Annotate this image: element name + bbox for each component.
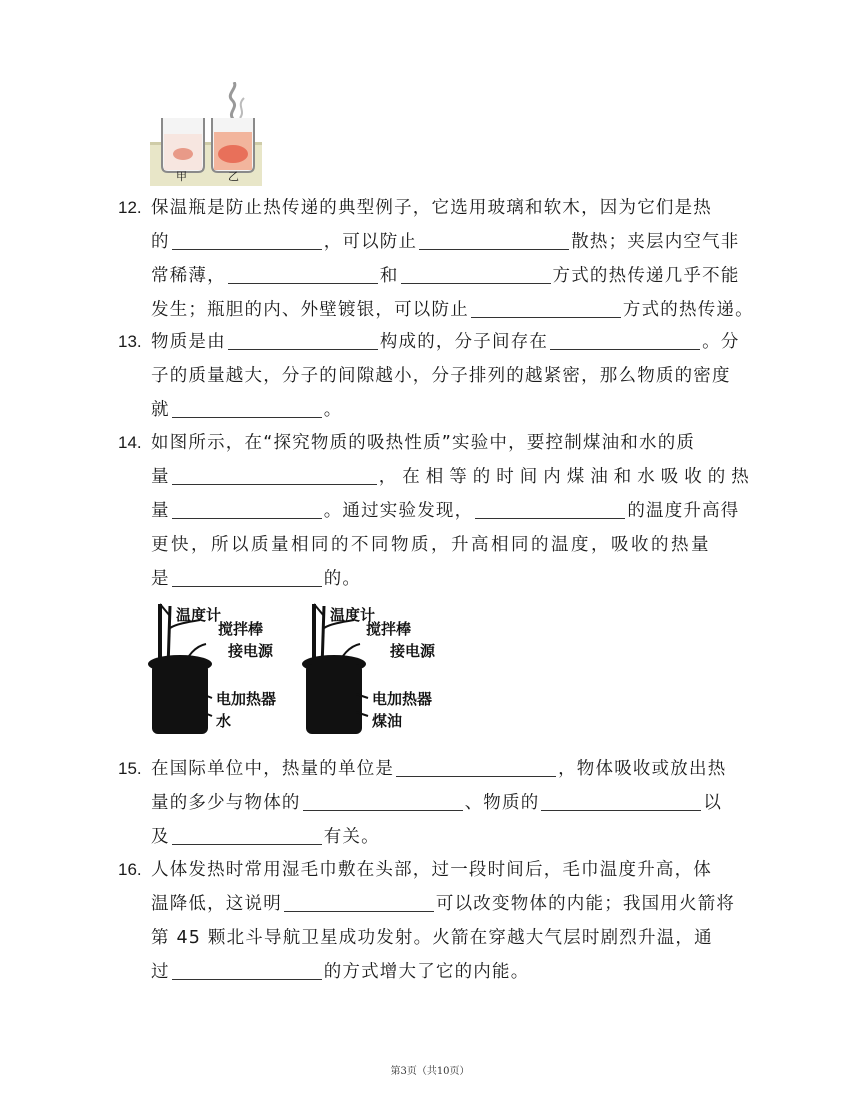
question-text: 常稀薄， xyxy=(151,266,226,286)
question-text: 方式的热传递。 xyxy=(622,300,754,320)
question-text: 构成的，分子间存在 xyxy=(379,332,549,352)
question-text: 就 xyxy=(151,400,170,420)
question-text: 的。 xyxy=(323,569,362,589)
question-text: 发生；瓶胆的内、外壁镀银，可以防止 xyxy=(151,300,469,320)
answer-blank[interactable] xyxy=(471,297,621,318)
beakers-figure xyxy=(150,82,262,186)
question-text: 有关。 xyxy=(323,827,380,847)
kerosene-label: 煤油 xyxy=(372,712,403,730)
question-text: 过 xyxy=(151,962,170,982)
answer-blank[interactable] xyxy=(228,329,378,350)
question-number: 16. xyxy=(118,860,142,879)
question-text: 量 xyxy=(151,467,170,487)
question-text: 的方式增大了它的内能。 xyxy=(323,962,530,982)
stirrer-label: 搅拌棒 xyxy=(218,620,264,638)
answer-blank[interactable] xyxy=(401,263,551,284)
thermometer-label: 温度计 xyxy=(176,606,222,624)
question-text: 更快，所以质量相同的不同物质，升高相同的温度，吸收的热量 xyxy=(151,535,711,555)
answer-blank[interactable] xyxy=(303,790,463,811)
answer-blank[interactable] xyxy=(172,959,322,980)
beaker-label-left: 甲 xyxy=(176,170,187,183)
water-label: 水 xyxy=(216,712,232,730)
question-15 xyxy=(118,752,768,854)
stirrer-label: 搅拌棒 xyxy=(366,620,412,638)
answer-blank[interactable] xyxy=(541,790,701,811)
question-text: 以 xyxy=(703,793,723,813)
question-text: 子的质量越大，分子的间隙越小，分子排列的越紧密，那么物质的密度 xyxy=(151,366,731,386)
question-text: 散热；夹层内空气非 xyxy=(571,232,740,252)
question-text: 在国际单位中，热量的单位是 xyxy=(151,759,395,779)
question-text: 。通过实验发现， xyxy=(323,501,474,521)
power-label: 接电源 xyxy=(228,642,274,660)
answer-blank[interactable] xyxy=(550,329,700,350)
question-number: 15. xyxy=(118,759,142,778)
answer-blank[interactable] xyxy=(419,229,569,250)
beaker-label-right: 乙 xyxy=(228,170,239,183)
answer-blank[interactable] xyxy=(172,566,322,587)
question-number: 14. xyxy=(118,433,142,452)
answer-blank[interactable] xyxy=(172,464,377,485)
question-text: 、物质的 xyxy=(464,793,540,813)
question-text: 的 xyxy=(151,232,170,252)
power-label: 接电源 xyxy=(390,642,436,660)
heater-label: 电加热器 xyxy=(216,690,277,708)
question-text: ，可以防止 xyxy=(323,232,418,252)
question-text: 及 xyxy=(151,827,170,847)
question-text: 可以改变物体的内能；我国用火箭将 xyxy=(435,894,736,914)
question-text: 。分 xyxy=(702,332,740,352)
question-text: 第 45 颗北斗导航卫星成功发射。火箭在穿越大气层时剧烈升温，通 xyxy=(151,928,713,948)
question-14 xyxy=(118,426,768,596)
answer-blank[interactable] xyxy=(284,891,434,912)
thermometer-label: 温度计 xyxy=(330,606,376,624)
question-number: 13. xyxy=(118,332,142,351)
question-text: 。 xyxy=(323,400,343,420)
answer-blank[interactable] xyxy=(172,498,322,519)
heater-experiment-figure xyxy=(140,598,460,738)
question-text: 方式的热传递几乎不能 xyxy=(552,266,740,286)
question-number: 12. xyxy=(118,198,142,217)
answer-blank[interactable] xyxy=(396,756,556,777)
question-13 xyxy=(118,325,768,427)
question-text: 保温瓶是防止热传递的典型例子，它选用玻璃和软木，因为它们是热 xyxy=(151,198,712,218)
answer-blank[interactable] xyxy=(172,397,322,418)
question-16 xyxy=(118,853,768,989)
question-text: 温降低，这说明 xyxy=(151,894,282,914)
question-text: 人体发热时常用湿毛巾敷在头部，过一段时间后，毛巾温度升高，体 xyxy=(151,860,712,880)
question-text: 量的多少与物体的 xyxy=(151,793,301,813)
answer-blank[interactable] xyxy=(172,824,322,845)
question-text: ，物体吸收或放出热 xyxy=(558,759,727,779)
answer-blank[interactable] xyxy=(172,229,322,250)
question-text: 物质是由 xyxy=(151,332,226,352)
question-text: 是 xyxy=(151,569,170,589)
page-footer: 第3页（共10页） xyxy=(390,1066,470,1077)
question-text: 的温度升高得 xyxy=(627,501,740,521)
answer-blank[interactable] xyxy=(228,263,378,284)
question-text: 和 xyxy=(379,266,399,286)
question-text: 量 xyxy=(151,501,170,521)
heater-label: 电加热器 xyxy=(372,690,433,708)
answer-blank[interactable] xyxy=(475,498,625,519)
question-text: 如图所示，在“探究物质的吸热性质”实验中，要控制煤油和水的质 xyxy=(151,433,696,453)
question-text: ，在相等的时间内煤油和水吸收的热 xyxy=(378,467,755,487)
question-12 xyxy=(118,191,768,327)
